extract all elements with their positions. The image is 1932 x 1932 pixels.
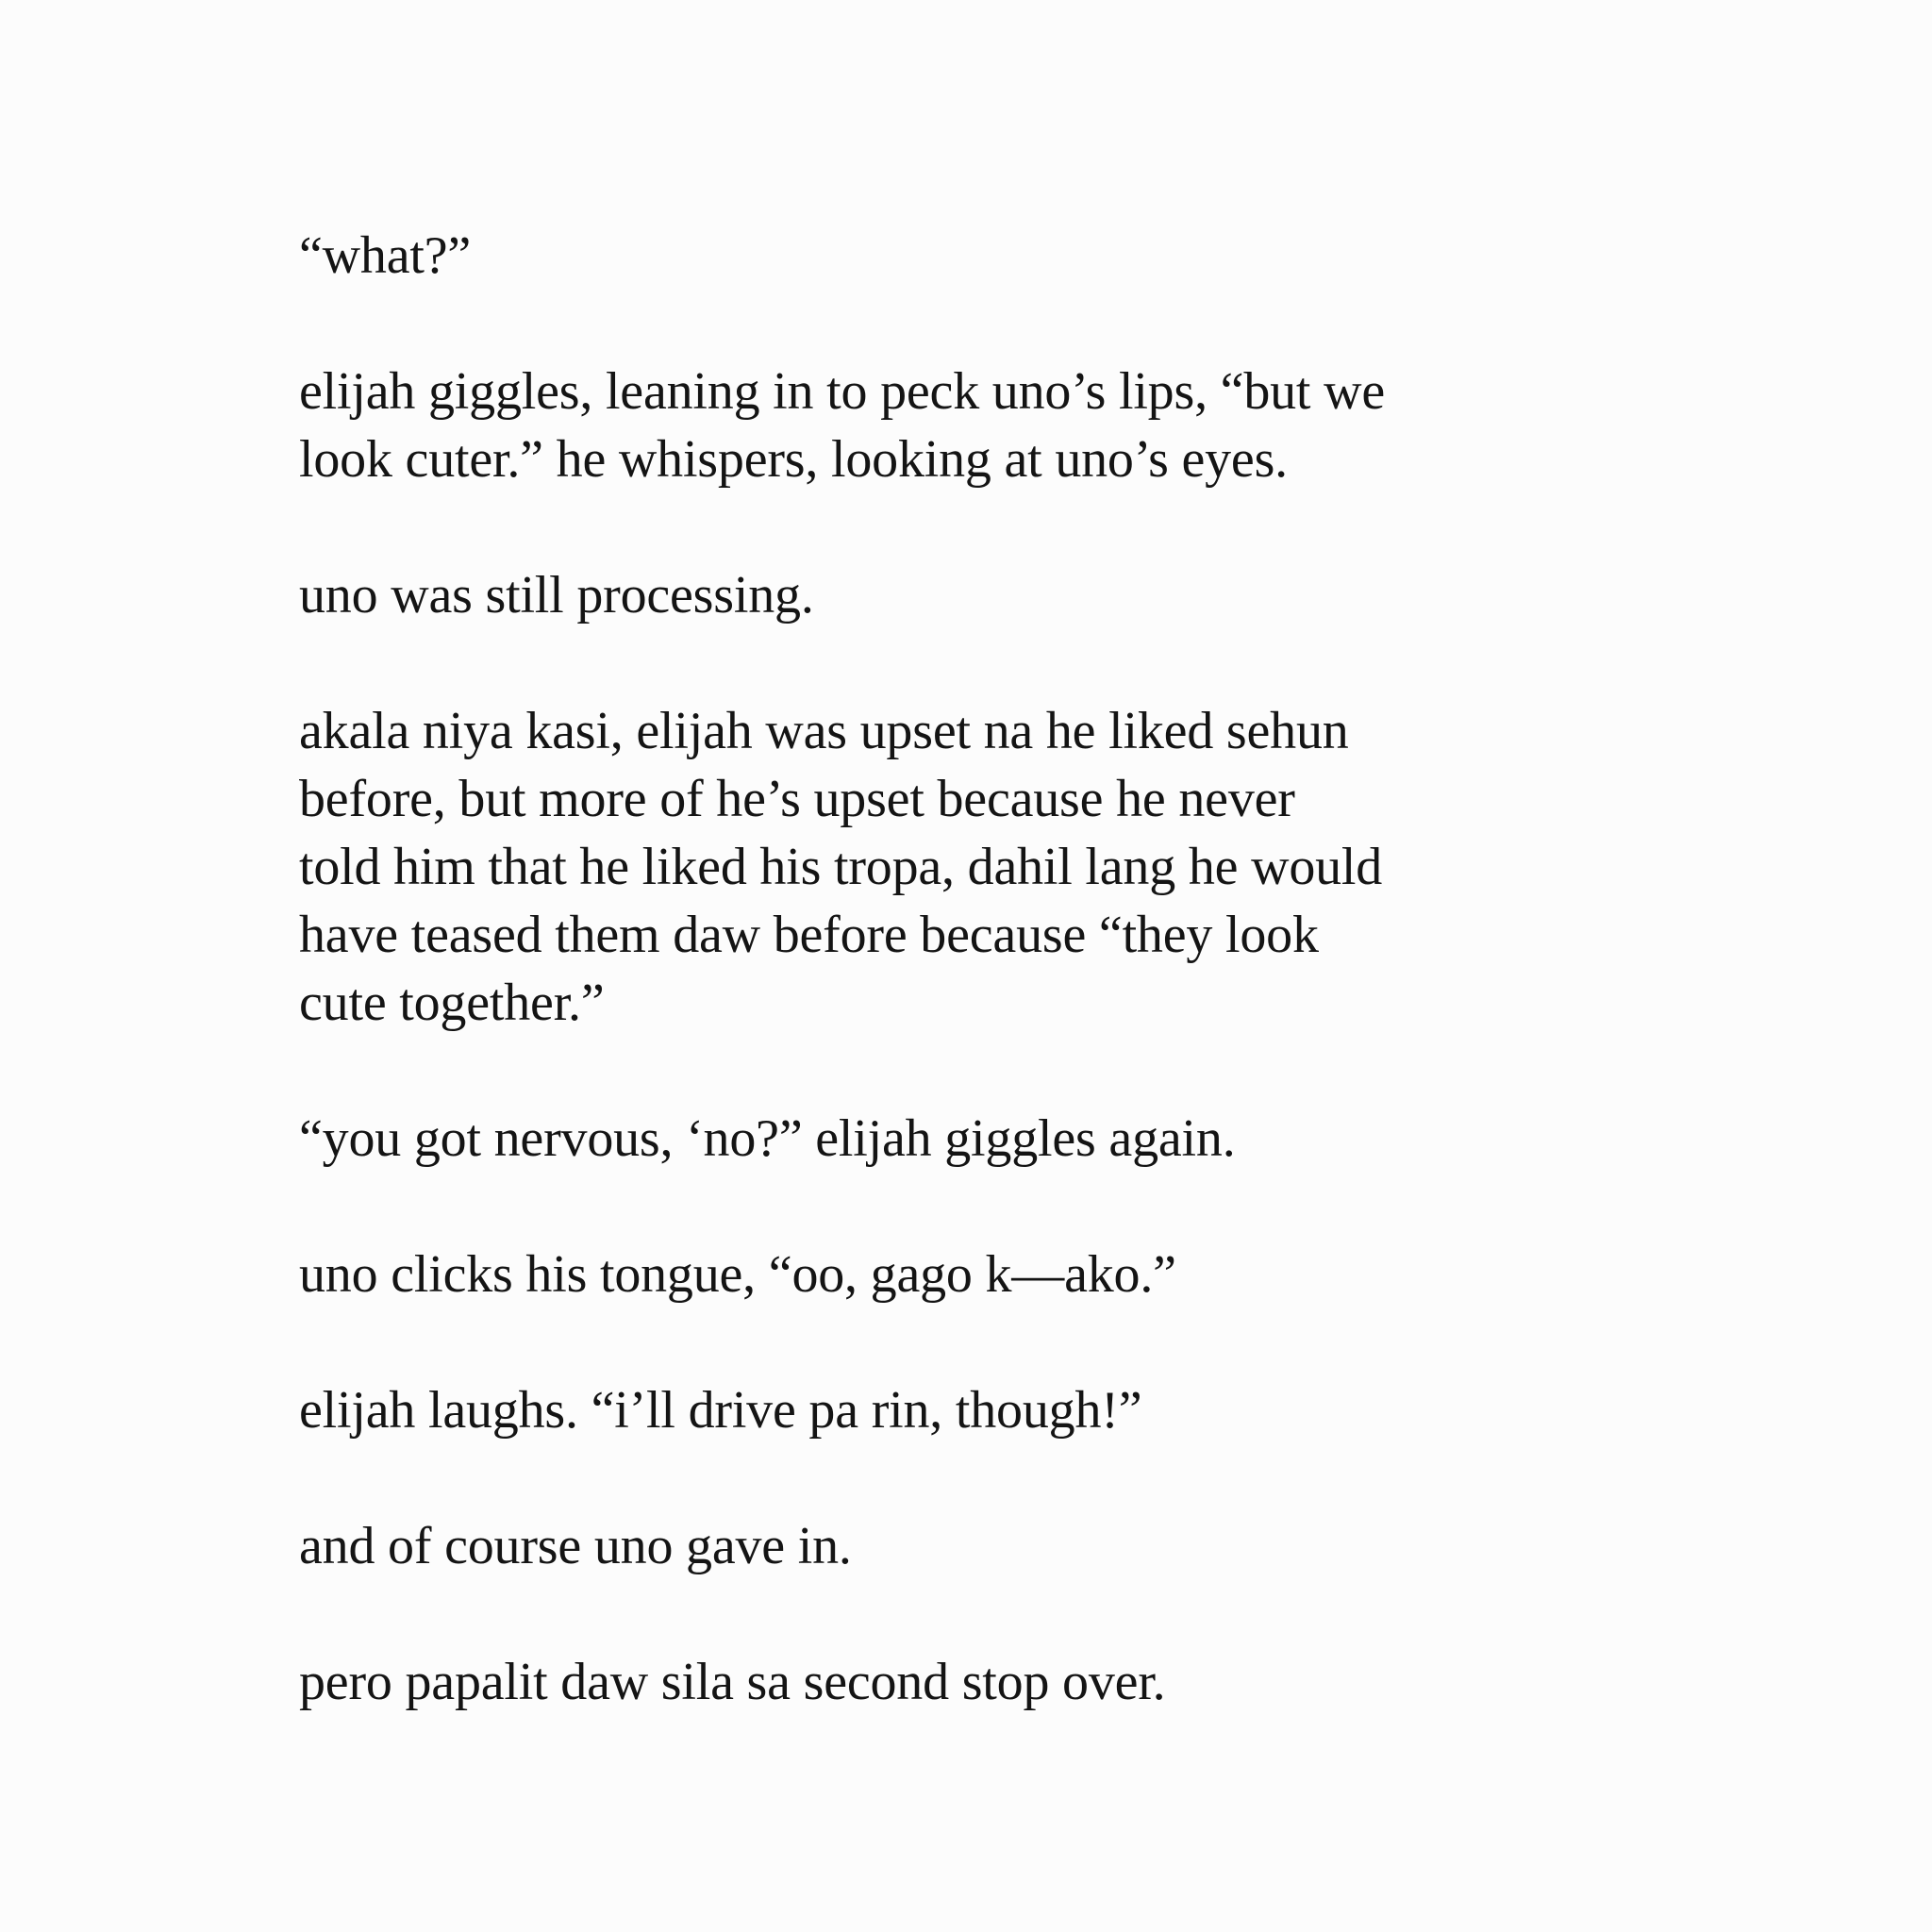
paragraph-7-line-1: elijah laughs. “i’ll drive pa rin, though!” (299, 1381, 1142, 1440)
paragraph-8-line-1: and of course uno gave in. (299, 1517, 852, 1575)
paragraph-5-line-1: “you got nervous, ‘no?” elijah giggles again. (299, 1109, 1236, 1168)
paragraph-2-line-2: look cuter.” he whispers, looking at uno’s eyes. (299, 430, 1288, 489)
paragraph-1-line-1: “what?” (299, 226, 472, 285)
paragraph-4-line-3: told him that he liked his tropa, dahil lang he would (299, 838, 1383, 896)
paragraph-9-line-1: pero papalit daw sila sa second stop over. (299, 1653, 1166, 1711)
paragraph-4-line-2: before, but more of he’s upset because he never (299, 770, 1295, 828)
paragraph-3-line-1: uno was still processing. (299, 566, 814, 625)
paragraph-4-line-1: akala niya kasi, elijah was upset na he liked sehun (299, 702, 1349, 760)
paragraph-6-line-1: uno clicks his tongue, “oo, gago k—ako.” (299, 1245, 1176, 1304)
paragraph-4-line-5: cute together.” (299, 974, 605, 1032)
paragraph-4-line-4: have teased them daw before because “they look (299, 906, 1319, 964)
paragraph-2-line-1: elijah giggles, leaning in to peck uno’s lips, “but we (299, 362, 1385, 421)
